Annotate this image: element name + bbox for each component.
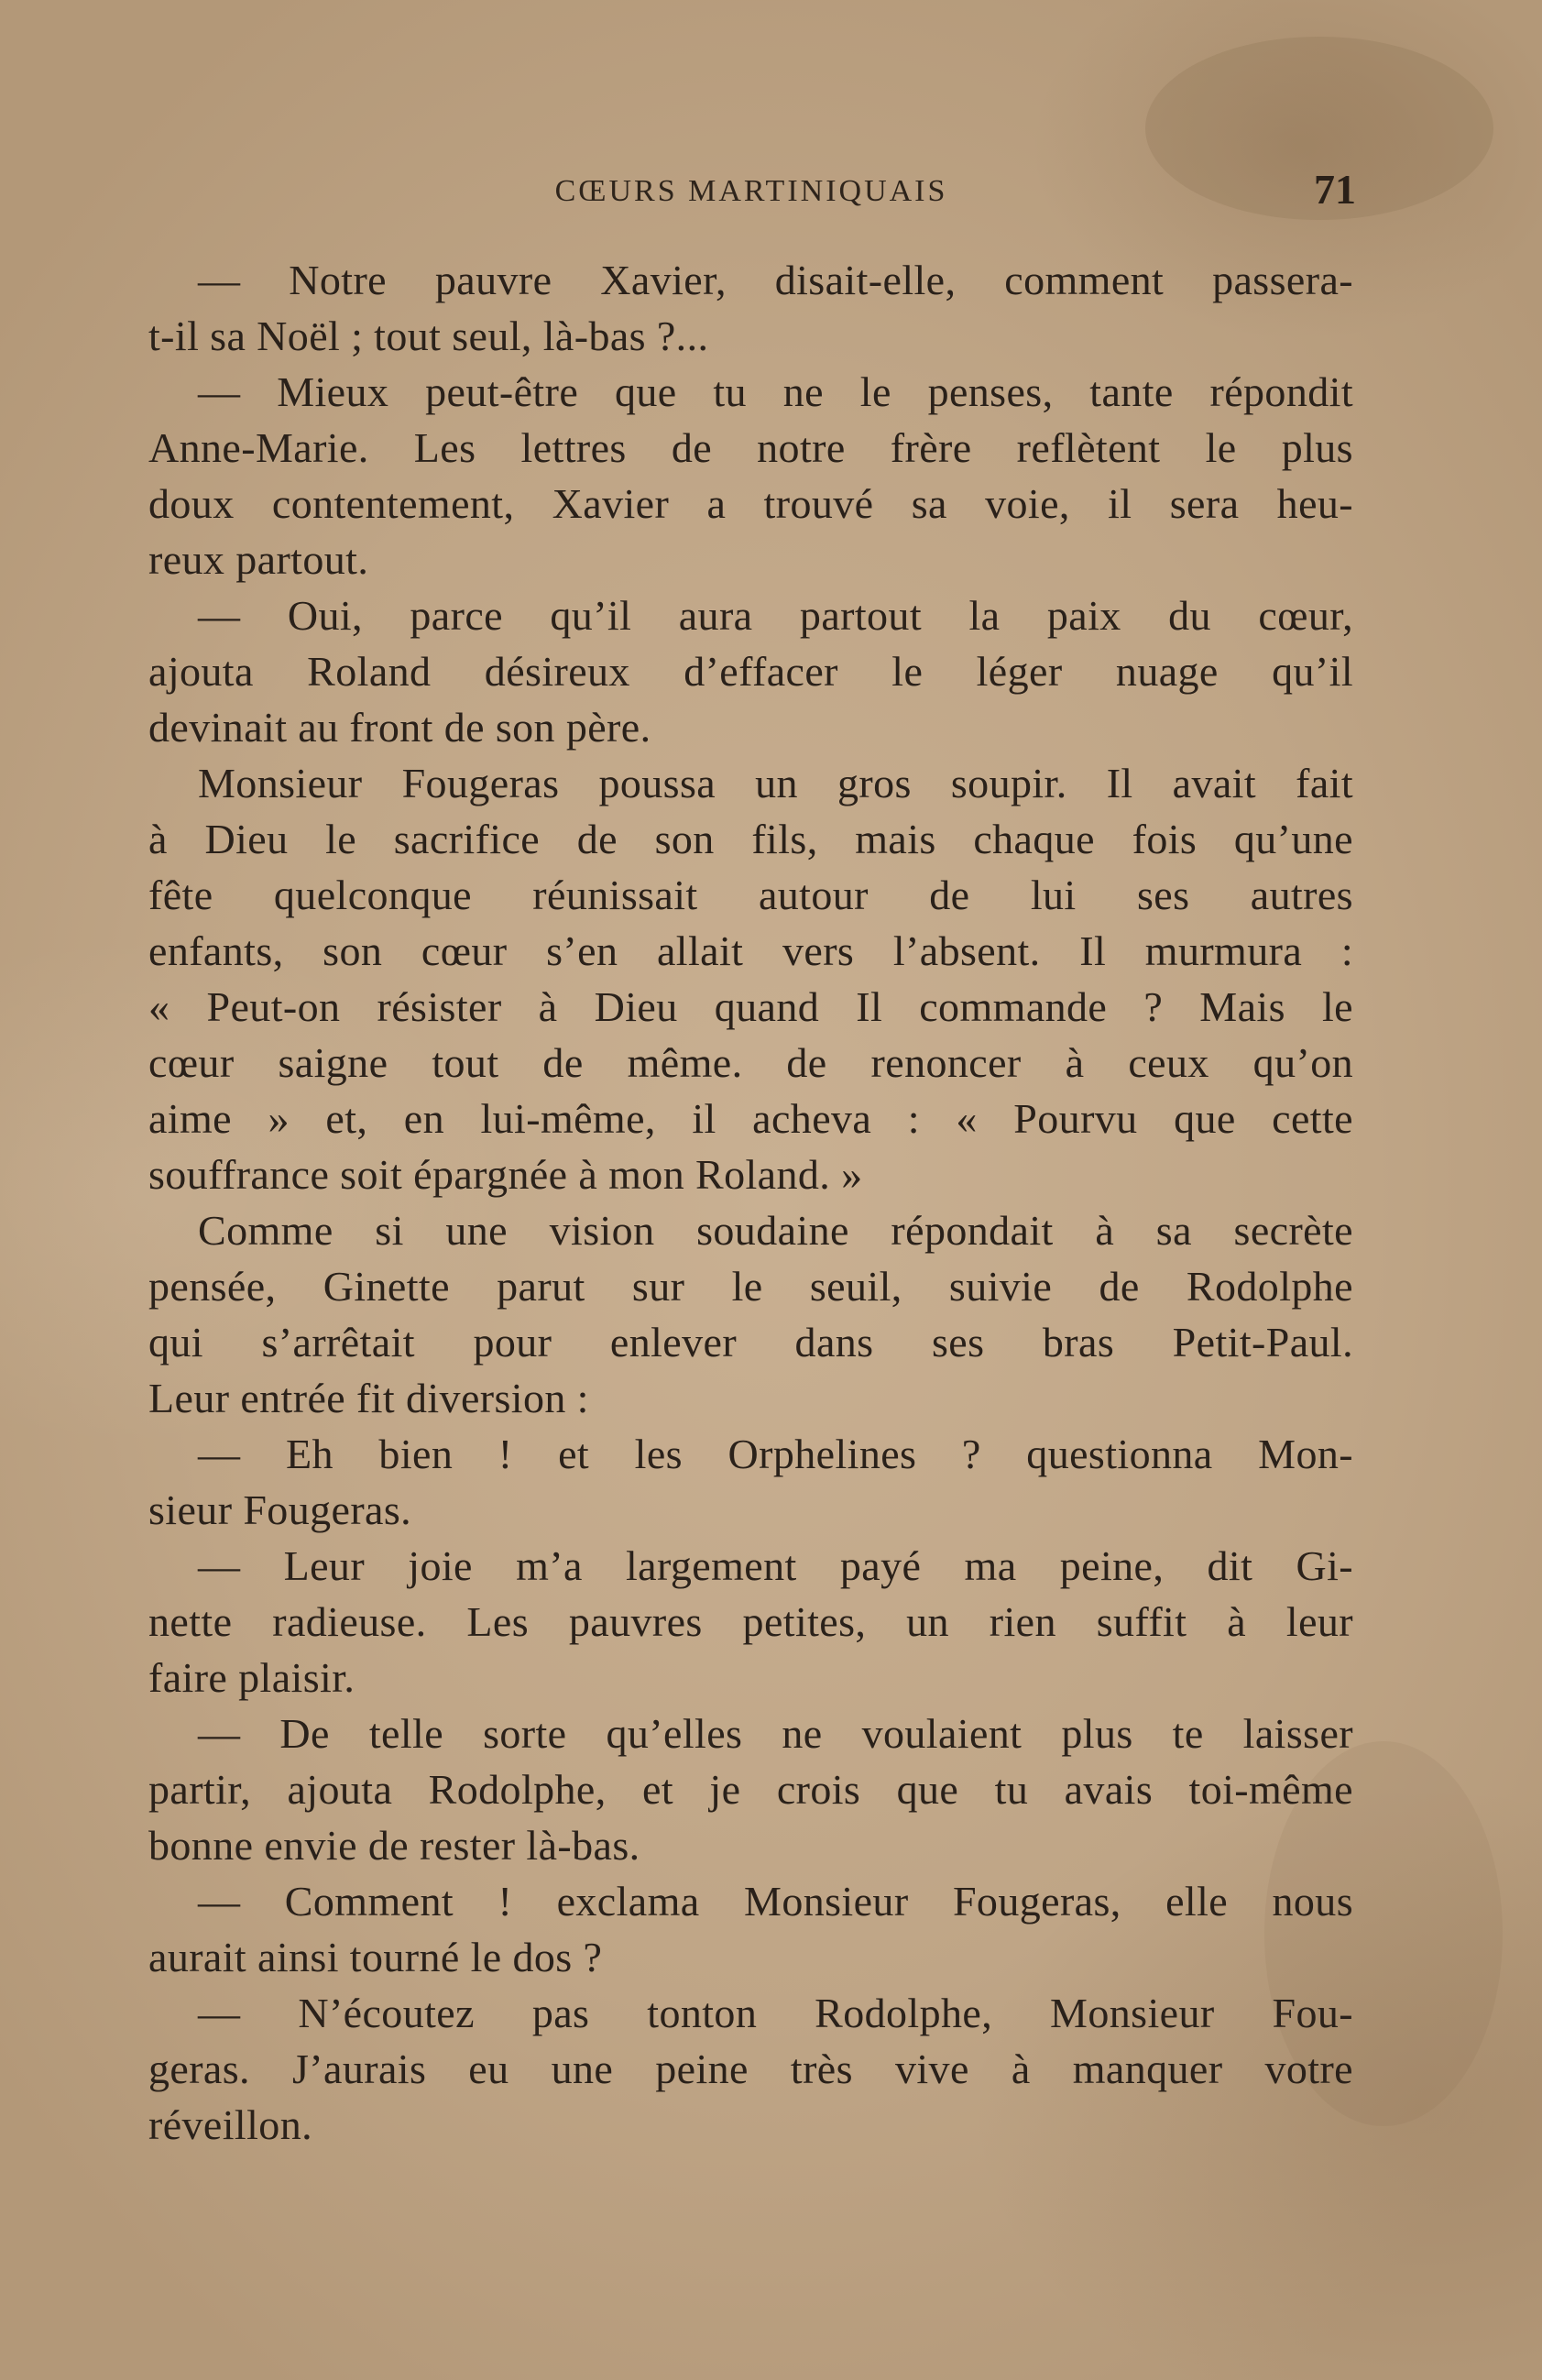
text-line: nette radieuse. Les pauvres petites, un rien suffit à leur <box>148 1598 1353 1645</box>
text-line: t-il sa Noël ; tout seul, là-bas ?... <box>148 313 709 359</box>
text-line: doux contentement, Xavier a trouvé sa voie, il sera heu- <box>148 480 1353 527</box>
text-line: faire plaisir. <box>148 1654 355 1701</box>
text-line: — Mieux peut-être que tu ne le penses, tante répondit <box>198 368 1353 415</box>
text-line: — N’écoutez pas tonton Rodolphe, Monsieur Fou- <box>198 1990 1353 2036</box>
text-line: pensée, Ginette parut sur le seuil, suivie de Rodolphe <box>148 1263 1353 1310</box>
text-line: qui s’arrêtait pour enlever dans ses bras Petit-Paul. <box>148 1319 1353 1365</box>
text-line: aurait ainsi tourné le dos ? <box>148 1934 603 1980</box>
body-text <box>148 252 1353 2153</box>
running-head <box>147 165 1356 220</box>
text-line: — Comment ! exclama Monsieur Fougeras, elle nous <box>198 1878 1353 1925</box>
text-line: — Oui, parce qu’il aura partout la paix du cœur, <box>198 592 1353 639</box>
page-number: 71 <box>1314 166 1356 213</box>
text-line: ajouta Roland désireux d’effacer le léger nuage qu’il <box>148 648 1353 695</box>
text-line: Monsieur Fougeras poussa un gros soupir. Il avait fait <box>198 760 1353 806</box>
text-line: aime » et, en lui-même, il acheva : « Pourvu que cette <box>148 1095 1353 1142</box>
text-line: — Leur joie m’a largement payé ma peine, dit Gi- <box>198 1542 1353 1589</box>
text-line: geras. J’aurais eu une peine très vive à manquer votre <box>148 2045 1353 2092</box>
text-line: à Dieu le sacrifice de son fils, mais chaque fois qu’une <box>148 816 1353 862</box>
text-line: réveillon. <box>148 2101 312 2148</box>
text-line: — Eh bien ! et les Orphelines ? questionna Mon- <box>198 1431 1353 1477</box>
text-line: sieur Fougeras. <box>148 1486 412 1533</box>
text-line: Comme si une vision soudaine répondait à sa secrète <box>198 1207 1353 1254</box>
text-line: Anne-Marie. Les lettres de notre frère reflètent le plus <box>148 424 1353 471</box>
running-title: CŒURS MARTINIQUAIS <box>554 174 948 208</box>
text-line: souffrance soit épargnée à mon Roland. » <box>148 1151 863 1198</box>
text-line: Leur entrée fit diversion : <box>148 1375 589 1421</box>
text-line: devinait au front de son père. <box>148 704 651 751</box>
text-line: fête quelconque réunissait autour de lui ses autres <box>148 872 1353 918</box>
text-line: cœur saigne tout de même. de renoncer à ceux qu’on <box>148 1039 1353 1086</box>
text-line: « Peut-on résister à Dieu quand Il commande ? Mais le <box>148 983 1353 1030</box>
text-line: partir, ajouta Rodolphe, et je crois que tu avais toi-même <box>148 1766 1353 1813</box>
text-line: — De telle sorte qu’elles ne voulaient plus te laisser <box>198 1710 1353 1757</box>
text-line: — Notre pauvre Xavier, disait-elle, comment passera- <box>198 257 1353 303</box>
text-line: reux partout. <box>148 536 369 583</box>
text-line: enfants, son cœur s’en allait vers l’absent. Il murmura : <box>148 927 1353 974</box>
text-line: bonne envie de rester là-bas. <box>148 1822 640 1869</box>
